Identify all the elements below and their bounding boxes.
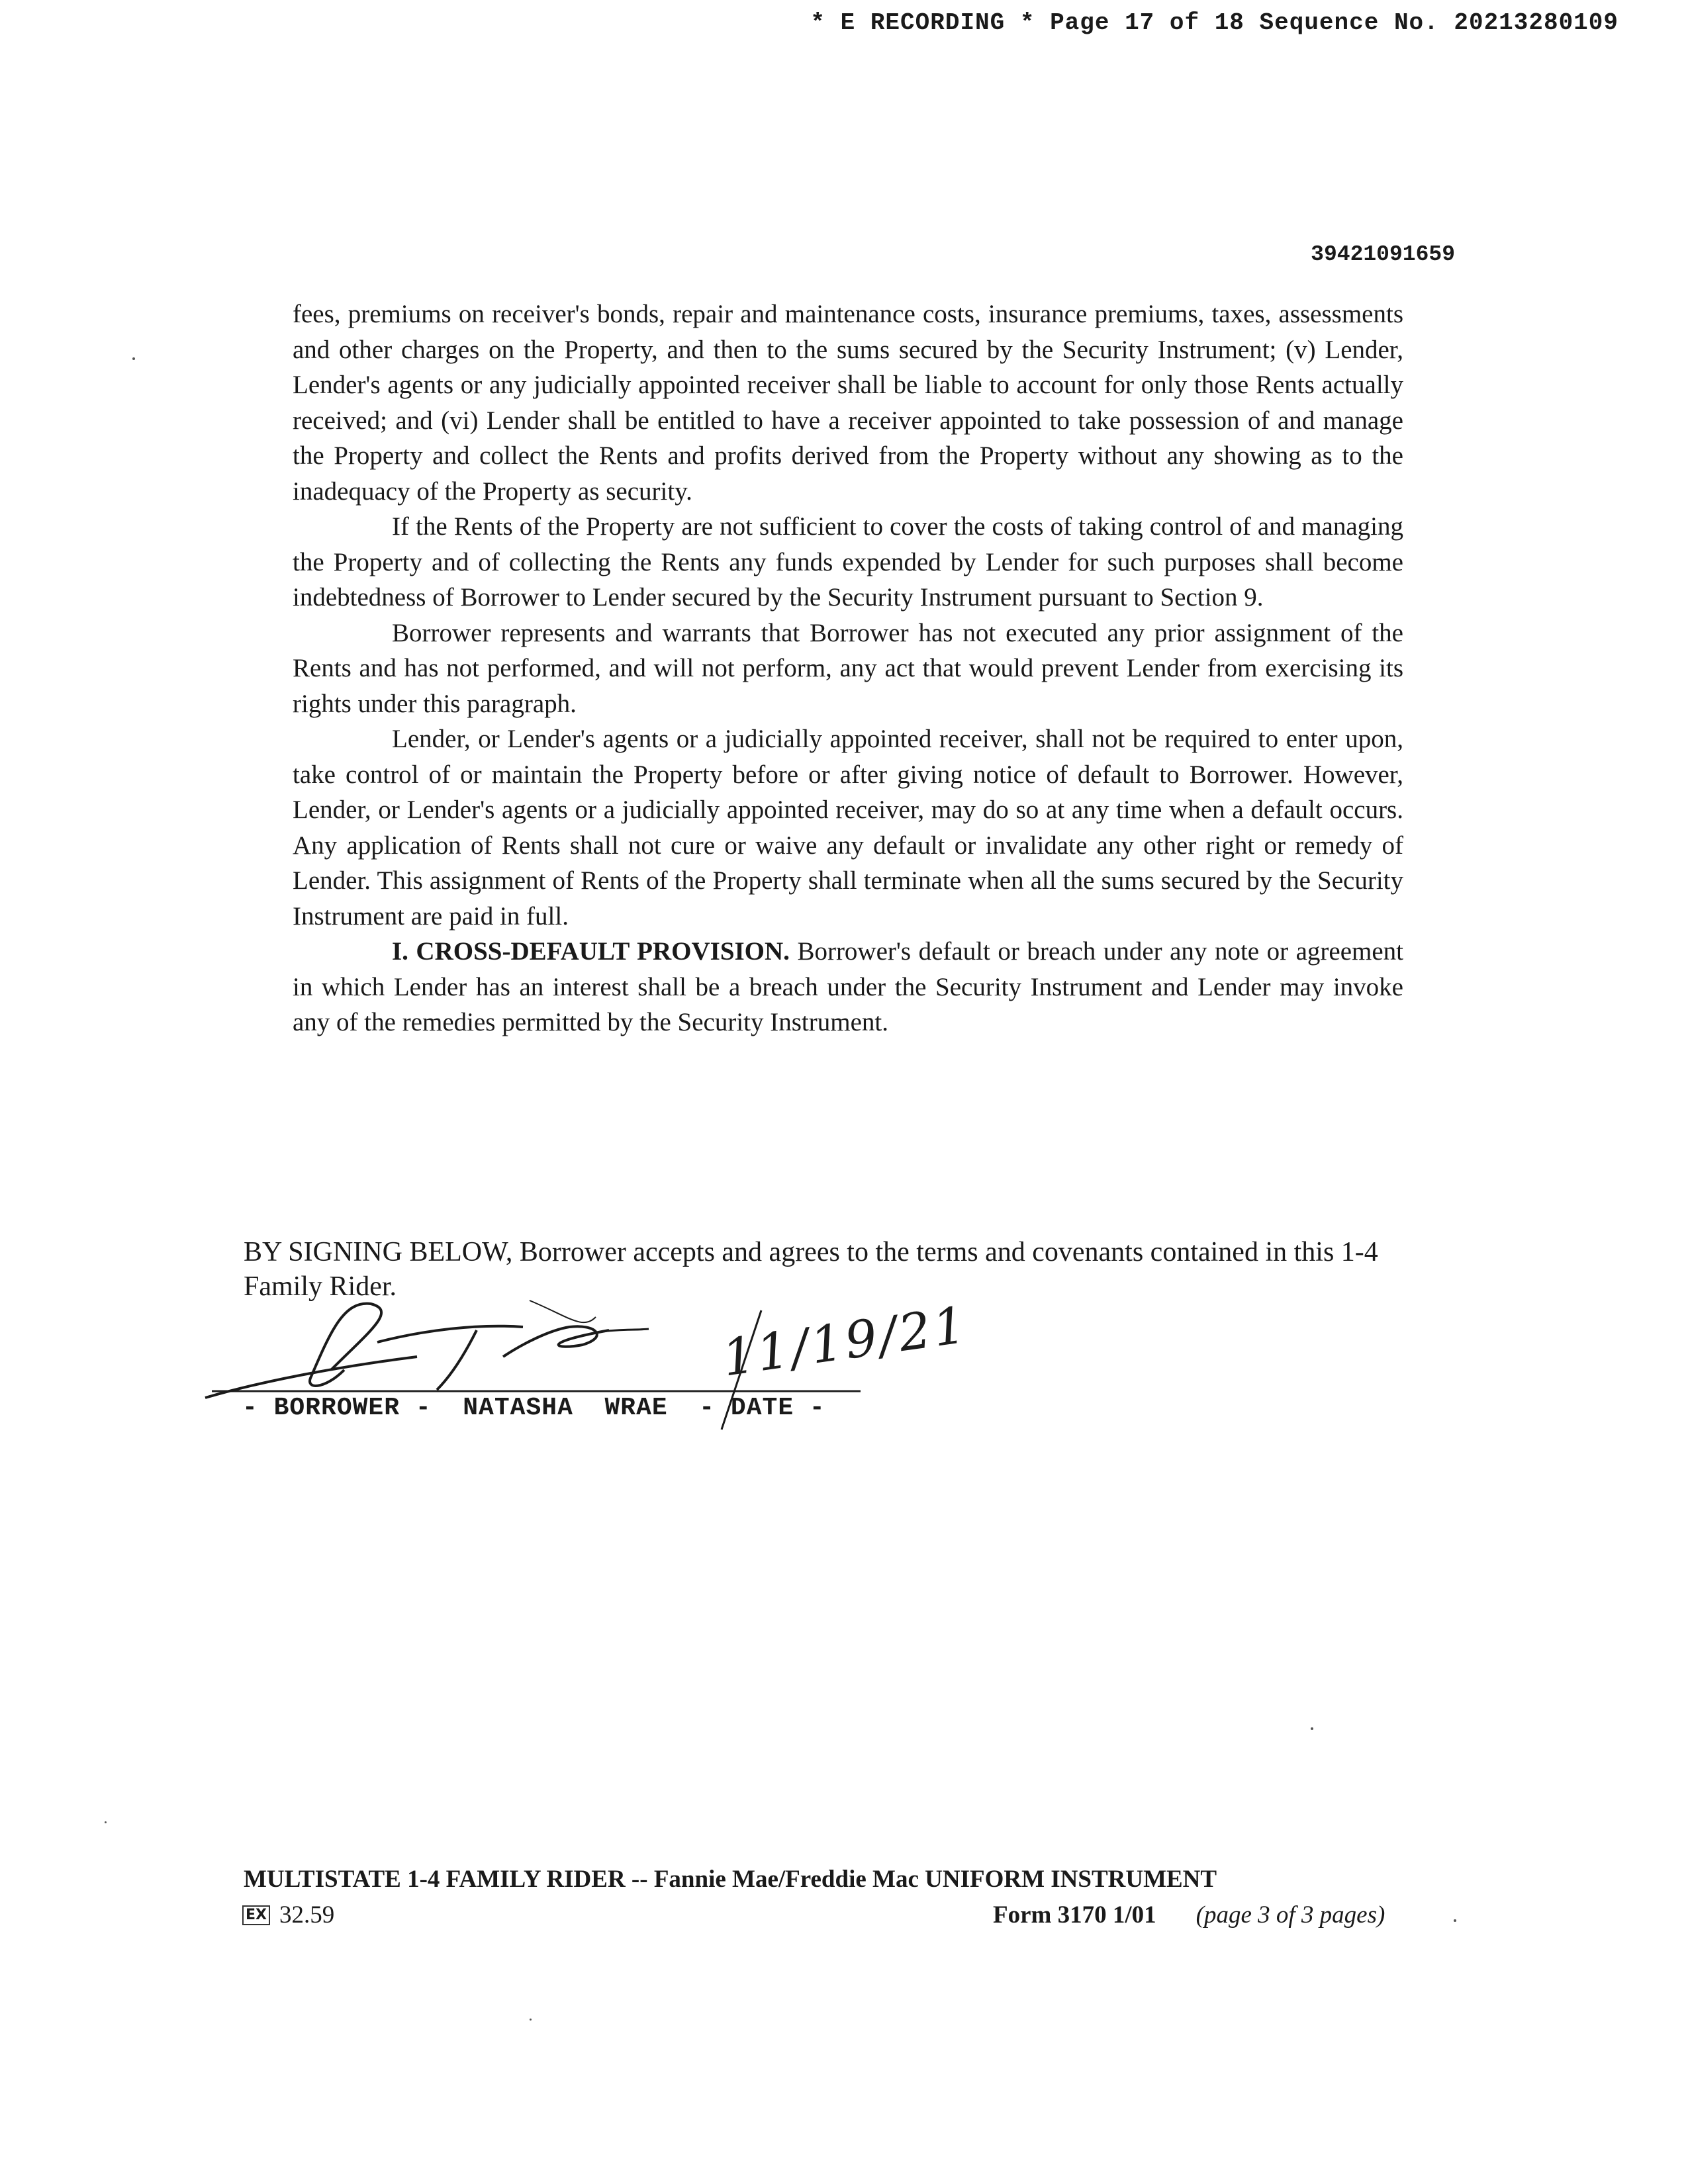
recording-header: * E RECORDING * Page 17 of 18 Sequence No. 20213280109 (810, 9, 1618, 36)
scan-speck (105, 1821, 107, 1823)
paragraph-borrower-warranty: Borrower represents and warrants that Borrower has not executed any prior assignment of the Rents and has not performed, and will not perform, any act that would prevent Lender from exercising its rights under this paragraph. (293, 618, 1403, 718)
footer-form-info (993, 1901, 1385, 1929)
footer-code (242, 1901, 334, 1929)
footer-code-number: 32.59 (279, 1901, 335, 1929)
scan-speck (530, 2019, 532, 2021)
handwritten-date: 11/19/21 (718, 1295, 972, 1388)
cross-default-heading: I. CROSS-DEFAULT PROVISION. (392, 937, 790, 966)
signature-labels: - BORROWER - NATASHA WRAE - DATE - (242, 1394, 825, 1422)
footer-form-title: MULTISTATE 1-4 FAMILY RIDER -- Fannie Mae/Freddie Mac UNIFORM INSTRUMENT (244, 1866, 1217, 1893)
paragraph-cross-default (293, 934, 1403, 1040)
scan-speck (1454, 1919, 1456, 1922)
rider-body (293, 296, 1403, 1040)
ex-box-icon: EX (242, 1905, 270, 1925)
loan-number: 39421091659 (1311, 242, 1455, 267)
paragraph-receiver-fees: fees, premiums on receiver's bonds, repair and maintenance costs, insurance premiums, taxes, assessments and other charges on the Property, and then to the sums secured by the Security Instrument; (v) Lender, Lender's agents or any judicially appointed receiver shall be liable to account for only those Rents actually received; and (vi) Lender shall be entitled to have a receiver appointed to take possession of and manage the Property and collect the Rents and profits derived from the Property without any showing as to the inadequacy of the Property as security. (293, 300, 1403, 506)
page-info: (page 3 of 3 pages) (1196, 1901, 1385, 1929)
cross-default-text: Borrower's default or breach under any note or agreement in which Lender has an interest shall be a breach under the Security Instrument and Lender may invoke any of the remedies permitted by the Security Instrument. (293, 937, 1403, 1036)
form-number: Form 3170 1/01 (993, 1901, 1156, 1929)
signature-block (199, 1291, 972, 1449)
scan-speck (1311, 1727, 1313, 1730)
paragraph-insufficient-rents: If the Rents of the Property are not sufficient to cover the costs of taking control of and managing the Property and of collecting the Rents any funds expended by Lender for such purposes shall become indebtedness of Borrower to Lender secured by the Security Instrument pursuant to Section 9. (293, 512, 1403, 612)
scan-speck (132, 357, 135, 360)
signing-statement: BY SIGNING BELOW, Borrower accepts and agrees to the terms and covenants contained in this 1-4 Family Rider. (244, 1237, 1378, 1302)
paragraph-lender-control: Lender, or Lender's agents or a judicially appointed receiver, shall not be required to enter upon, take control of or maintain the Property before or after giving notice of default to Borrower. However, Lender, or Lender's agents or a judicially appointed receiver, may do so at any time when a default occurs. Any application of Rents shall not cure or waive any default or invalidate any other right or remedy of Lender. This assignment of Rents of the Property shall terminate when all the sums secured by the Security Instrument are paid in full. (293, 725, 1403, 931)
